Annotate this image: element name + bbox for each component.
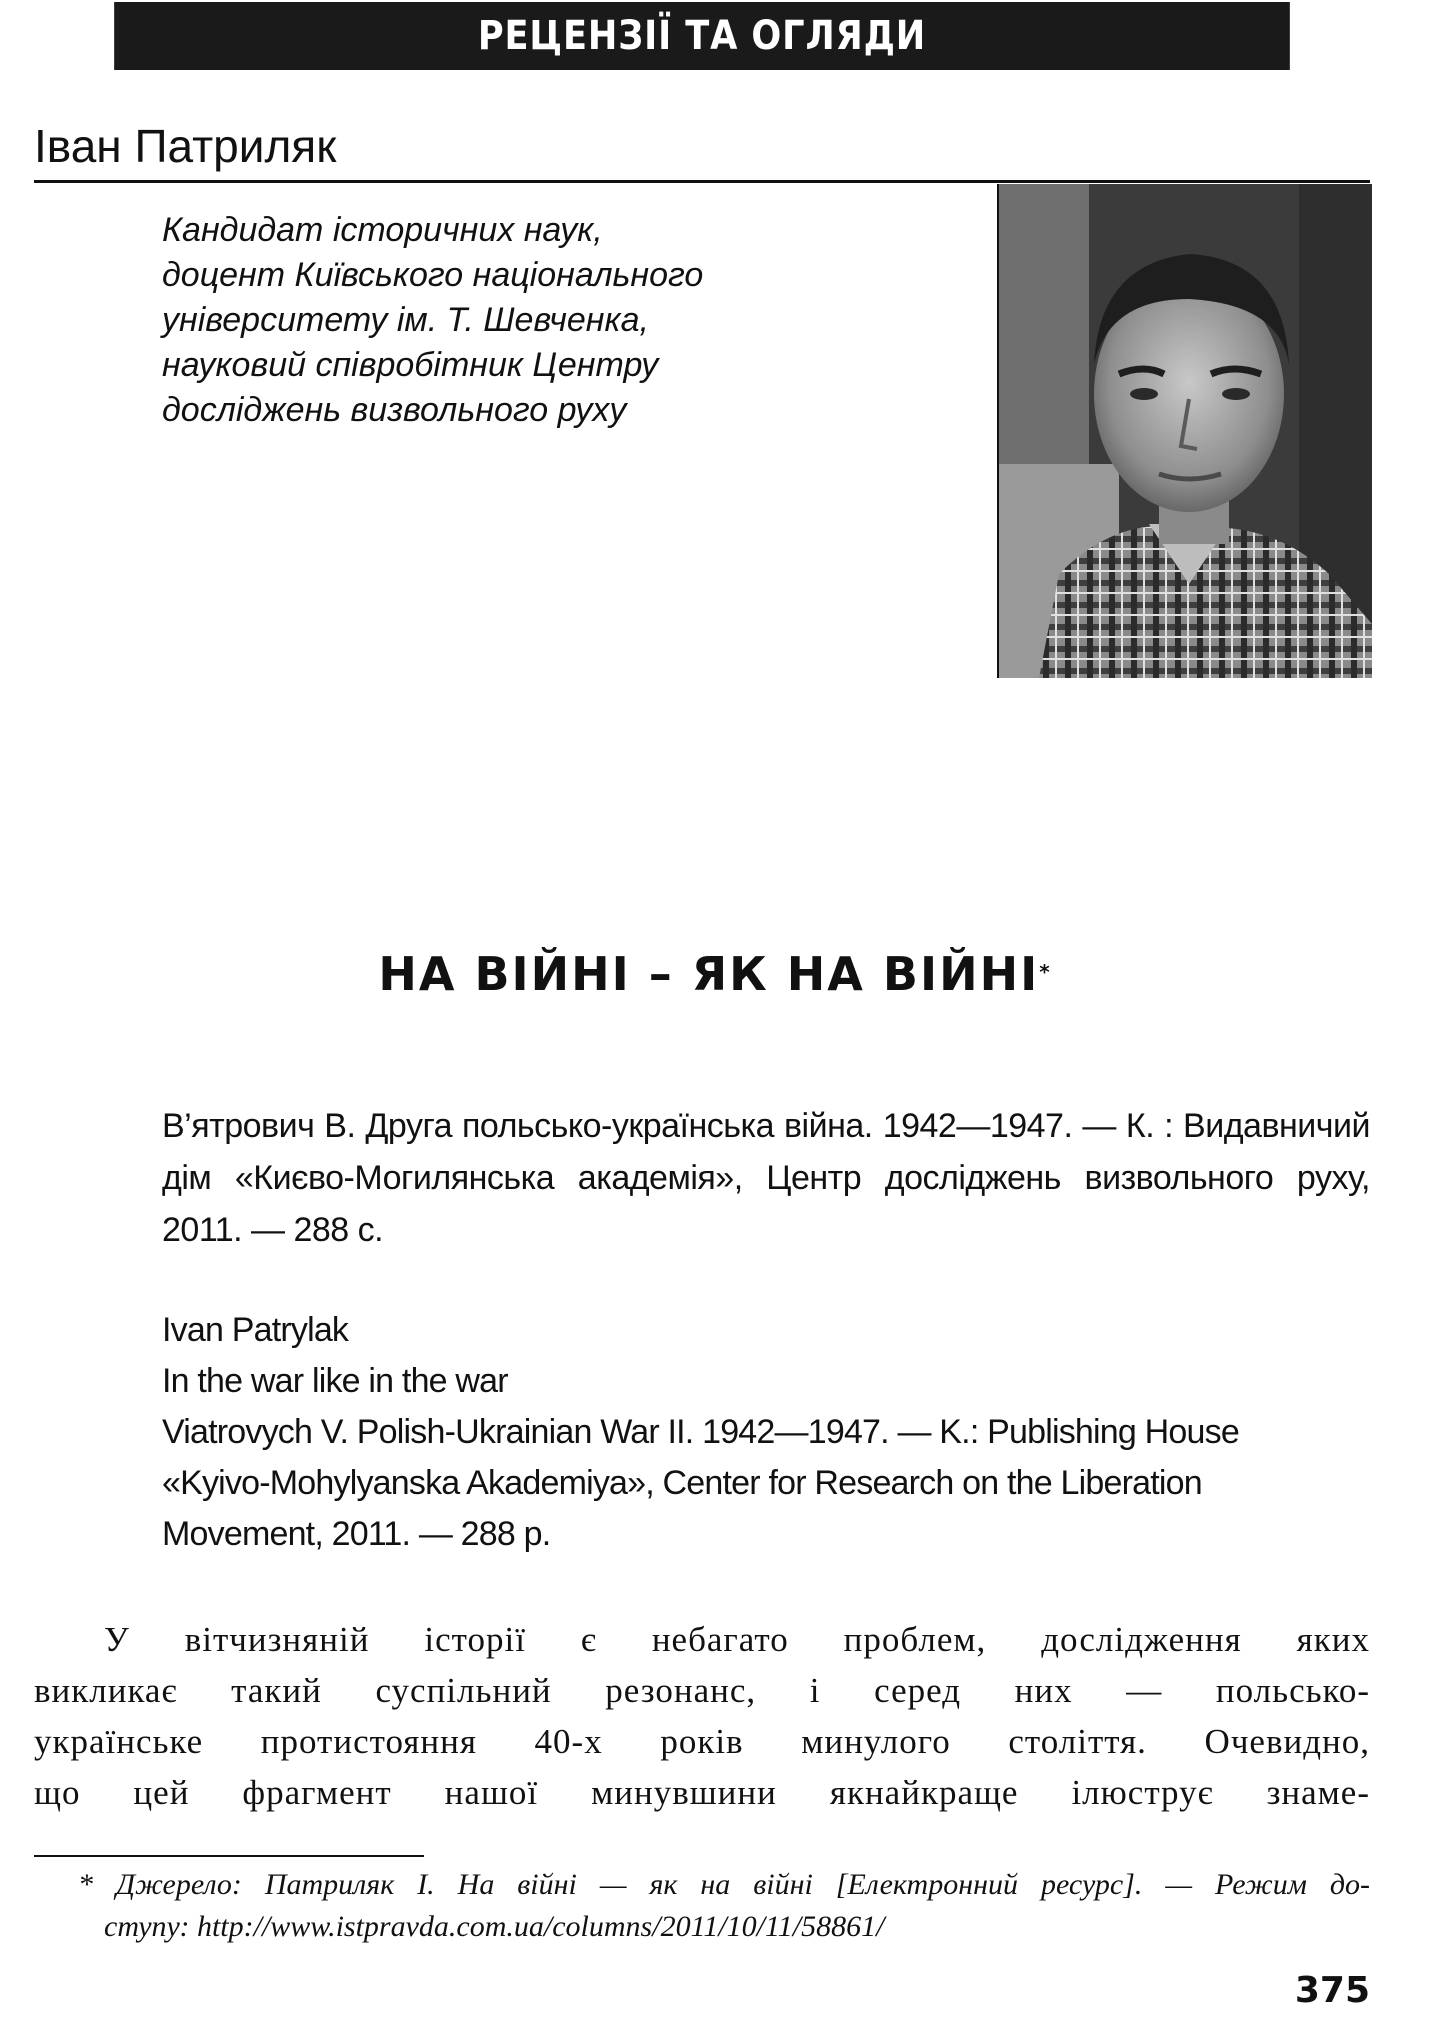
author-divider: [34, 180, 1370, 183]
affiliation-line: Кандидат історичних наук,: [162, 211, 603, 249]
english-citation-line: «Kyivo-Mohylyanska Akademiya», Center for Research on the Liberation: [162, 1464, 1202, 1502]
body-line: У вітчизняній історії є небагато проблем, дослідження яких: [104, 1620, 1370, 1659]
body-line: викликає такий суспільний резонанс, і серед них — польсько-: [34, 1671, 1370, 1710]
page-number: 375: [1294, 1970, 1370, 2011]
english-summary: [162, 1305, 1370, 1560]
footnote-marker: *: [1039, 960, 1052, 984]
author-affiliation: [162, 208, 982, 433]
footnote-divider: [34, 1855, 424, 1857]
article-title-text: НА ВІЙНІ – ЯК НА ВІЙНІ: [378, 947, 1040, 1001]
affiliation-line: досліджень визвольного руху: [162, 391, 627, 429]
affiliation-line: доцент Київського національного: [162, 256, 704, 294]
article-title: [0, 944, 1430, 1004]
body-line: що цей фрагмент нашої минувшини якнайкраще ілюструє знаме-: [34, 1773, 1370, 1812]
body-line: українське протистояння 40-х років минулого століття. Очевидно,: [34, 1722, 1370, 1761]
footnote: [80, 1864, 1370, 1948]
english-title: In the war like in the war: [162, 1362, 508, 1400]
affiliation-line: науковий співробітник Центру: [162, 346, 659, 384]
english-citation-line: Movement, 2011. — 288 p.: [162, 1515, 551, 1553]
english-citation-line: Viatrovych V. Polish-Ukrainian War II. 1942—1947. — K.: Publishing House: [162, 1413, 1239, 1451]
section-header: РЕЦЕНЗІЇ ТА ОГЛЯДИ: [114, 2, 1290, 70]
author-portrait-illustration: [999, 184, 1372, 678]
footnote-line: * Джерело: Патриляк І. На війні — як на війні [Електронний ресурс]. — Режим до-: [78, 1868, 1370, 1901]
author-photo: [997, 184, 1372, 678]
article-body: [34, 1614, 1370, 1818]
english-author: Ivan Patrylak: [162, 1311, 349, 1349]
author-name: Іван Патриляк: [34, 120, 337, 172]
footnote-line: ступу: http://www.istpravda.com.ua/columns/2011/10/11/58861/: [104, 1910, 885, 1943]
affiliation-line: університету ім. Т. Шевченка,: [162, 301, 649, 339]
book-citation-uk: В’ятрович В. Друга польсько-українська війна. 1942—1947. — К. : Видавничий дім «Києво-Могилянська академія», Центр досліджень визвольного руху, 2011. — 288 с.: [162, 1107, 1370, 1249]
